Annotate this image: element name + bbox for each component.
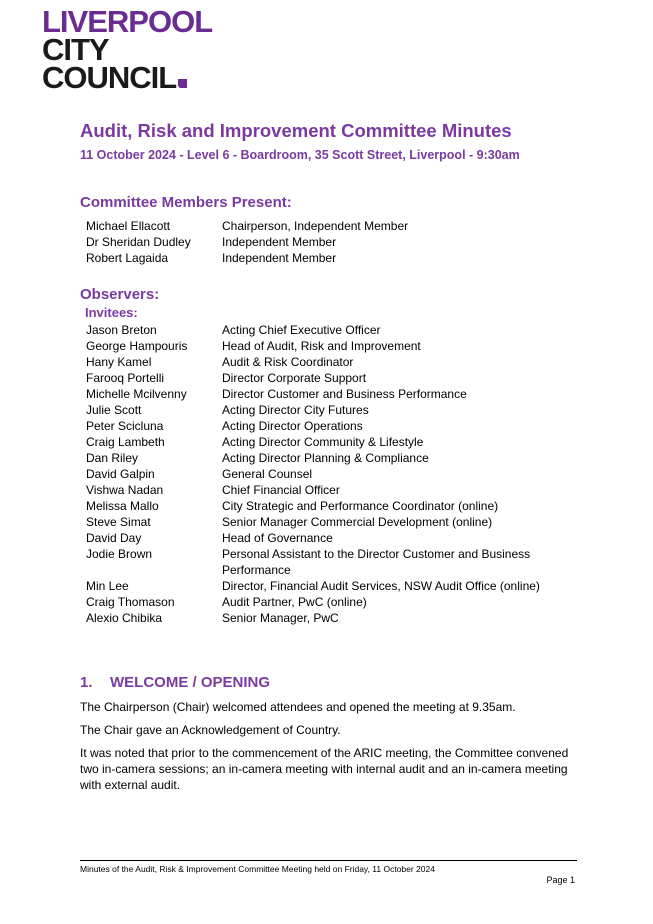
invitee-name: George Hampouris	[86, 339, 188, 353]
invitee-row	[86, 322, 566, 338]
invitee-row	[86, 594, 566, 610]
invitee-row	[86, 466, 566, 482]
logo-council-text: COUNCIL	[42, 60, 177, 95]
member-name: Dr Sheridan Dudley	[86, 235, 191, 249]
logo-line-council	[42, 60, 212, 95]
invitee-row	[86, 546, 566, 578]
invitee-role: General Counsel	[222, 467, 313, 481]
invitee-name: Dan Riley	[86, 451, 139, 465]
invitee-role: Senior Manager Commercial Development (online)	[222, 515, 493, 529]
page-number: Page 1	[546, 875, 575, 885]
invitee-role: Acting Director Community & Lifestyle	[222, 435, 424, 449]
invitee-name: Peter Scicluna	[86, 419, 164, 433]
invitee-row	[86, 610, 566, 626]
invitee-name: Melissa Mallo	[86, 499, 159, 513]
invitee-role: Director Corporate Support	[222, 371, 367, 385]
invitee-row	[86, 418, 566, 434]
invitee-role: Audit Partner, PwC (online)	[222, 595, 367, 609]
paragraph-acknowledgement: The Chair gave an Acknowledgement of Country.	[80, 723, 341, 737]
invitee-name: Julie Scott	[86, 403, 142, 417]
invitee-row	[86, 354, 566, 370]
paragraph-in-camera: It was noted that prior to the commencement of the ARIC meeting, the Committee convened two in-camera sessions; an in-camera meeting with internal audit and an in-camera meeting with external audit.	[80, 746, 569, 792]
logo-line-liverpool: LIVERPOOL	[42, 4, 213, 39]
members-table	[86, 218, 566, 266]
invitee-role: Head of Audit, Risk and Improvement	[222, 339, 421, 353]
invitee-name: Michelle Mcilvenny	[86, 387, 187, 401]
invitee-role: Chief Financial Officer	[222, 483, 340, 497]
invitee-role: Acting Director Planning & Compliance	[222, 451, 429, 465]
member-row	[86, 250, 566, 266]
invitee-role: City Strategic and Performance Coordinator (online)	[222, 499, 499, 513]
invitee-role: Personal Assistant to the Director Customer and Business Performance	[222, 547, 531, 577]
member-row	[86, 218, 566, 234]
member-name: Robert Lagaida	[86, 251, 169, 265]
section-heading-welcome	[80, 674, 270, 691]
member-row	[86, 234, 566, 250]
section-title: WELCOME / OPENING	[110, 674, 271, 691]
invitee-row	[86, 514, 566, 530]
invitee-row	[86, 370, 566, 386]
invitee-row	[86, 530, 566, 546]
invitees-table	[86, 322, 566, 626]
logo-square-icon	[178, 79, 187, 88]
invitee-row	[86, 578, 566, 594]
council-logo	[42, 4, 213, 95]
invitee-name: Min Lee	[86, 579, 129, 593]
invitee-name: Vishwa Nadan	[86, 483, 164, 497]
invitee-role: Director Customer and Business Performance	[222, 387, 467, 401]
invitee-name: David Day	[86, 531, 142, 545]
paragraph-welcome: The Chairperson (Chair) welcomed attendees and opened the meeting at 9.35am.	[80, 700, 516, 714]
invitee-name: Jodie Brown	[86, 547, 153, 561]
invitee-row	[86, 386, 566, 402]
meeting-details: 11 October 2024 - Level 6 - Boardroom, 35 Scott Street, Liverpool - 9:30am	[80, 148, 520, 162]
member-role: Independent Member	[222, 235, 337, 249]
invitee-name: Alexio Chibika	[86, 611, 163, 625]
member-role: Chairperson, Independent Member	[222, 219, 409, 233]
invitee-role: Director, Financial Audit Services, NSW Audit Office (online)	[222, 579, 540, 593]
invitee-name: David Galpin	[86, 467, 155, 481]
invitee-role: Acting Chief Executive Officer	[222, 323, 381, 337]
invitee-name: Farooq Portelli	[86, 371, 165, 385]
invitee-name: Jason Breton	[86, 323, 157, 337]
member-name: Michael Ellacott	[86, 219, 171, 233]
invitee-name: Hany Kamel	[86, 355, 152, 369]
invitee-row	[86, 498, 566, 514]
document-title: Audit, Risk and Improvement Committee Minutes	[80, 120, 512, 141]
invitee-row	[86, 450, 566, 466]
invitee-row	[86, 338, 566, 354]
invitee-name: Steve Simat	[86, 515, 151, 529]
invitee-role: Head of Governance	[222, 531, 333, 545]
invitee-role: Senior Manager, PwC	[222, 611, 339, 625]
invitee-row	[86, 402, 566, 418]
footer-divider	[80, 860, 577, 861]
invitee-role: Acting Director Operations	[222, 419, 363, 433]
logo-line-city: CITY	[42, 32, 109, 67]
invitee-role: Acting Director City Futures	[222, 403, 369, 417]
invitee-row	[86, 434, 566, 450]
footer-text: Minutes of the Audit, Risk & Improvement Committee Meeting held on Friday, 11 October 2024	[80, 864, 435, 874]
invitee-role: Audit & Risk Coordinator	[222, 355, 354, 369]
section-number: 1.	[80, 674, 93, 691]
invitee-name: Craig Lambeth	[86, 435, 165, 449]
observers-heading: Observers:	[80, 286, 160, 303]
invitee-name: Craig Thomason	[86, 595, 175, 609]
invitee-row	[86, 482, 566, 498]
invitees-heading: Invitees:	[85, 305, 138, 320]
members-heading: Committee Members Present:	[80, 194, 292, 211]
member-role: Independent Member	[222, 251, 337, 265]
